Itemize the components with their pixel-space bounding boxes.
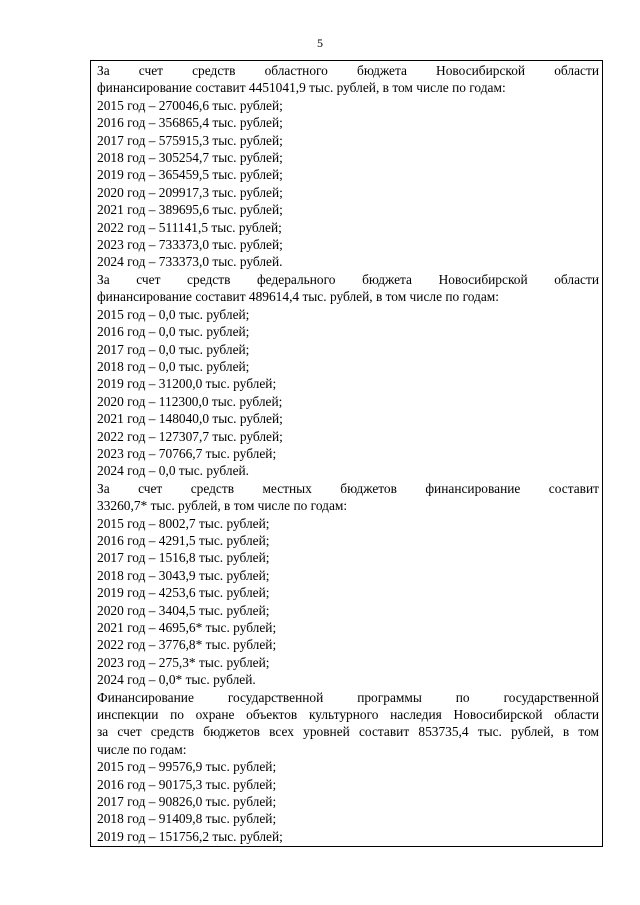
year-line: 2017 год – 0,0 тыс. рублей;	[97, 341, 250, 357]
year-line: 2020 год – 209917,3 тыс. рублей;	[97, 184, 283, 200]
year-line: 2015 год – 8002,7 тыс. рублей;	[97, 515, 270, 531]
regional-budget-years	[97, 97, 599, 271]
year-line: 2019 год – 4253,6 тыс. рублей;	[97, 585, 270, 601]
intro-first-line: За счет средств федерального бюджета Новосибирской области	[97, 271, 599, 287]
year-line: 2018 год – 91409,8 тыс. рублей;	[97, 811, 277, 827]
year-line: 2018 год – 0,0 тыс. рублей;	[97, 358, 250, 374]
intro-first-line: За счет средств областного бюджета Новосибирской области	[97, 63, 599, 78]
year-line: 2020 год – 112300,0 тыс. рублей;	[97, 393, 283, 409]
year-line: 2023 год – 70766,7 тыс. рублей;	[97, 445, 277, 461]
year-line: 2024 год – 0,0* тыс. рублей.	[97, 672, 256, 688]
total-financing-intro	[97, 689, 599, 759]
intro-rest-line: финансирование составит 4451041,9 тыс. рублей, в том числе по годам:	[97, 80, 506, 96]
year-line: 2023 год – 275,3* тыс. рублей;	[97, 654, 270, 670]
year-line: 2020 год – 3404,5 тыс. рублей;	[97, 602, 270, 618]
intro-line: Финансирование государственной программы по государственной	[97, 689, 599, 705]
year-line: 2022 год – 3776,8* тыс. рублей;	[97, 637, 277, 653]
year-line: 2016 год – 356865,4 тыс. рублей;	[97, 115, 283, 131]
year-line: 2015 год – 99576,9 тыс. рублей;	[97, 759, 277, 775]
year-line: 2021 год – 389695,6 тыс. рублей;	[97, 202, 283, 218]
local-budget-years	[97, 515, 599, 689]
year-line: 2017 год – 1516,8 тыс. рублей;	[97, 550, 270, 566]
year-line: 2016 год – 90175,3 тыс. рублей;	[97, 776, 277, 792]
federal-budget-intro	[97, 271, 599, 306]
year-line: 2019 год – 365459,5 тыс. рублей;	[97, 167, 283, 183]
total-financing-years	[97, 758, 599, 845]
intro-rest-line: 33260,7* тыс. рублей, в том числе по годам:	[97, 498, 348, 514]
intro-line: инспекции по охране объектов культурного наследия Новосибирской области	[97, 707, 599, 723]
year-line: 2023 год – 733373,0 тыс. рублей;	[97, 237, 283, 253]
year-line: 2022 год – 511141,5 тыс. рублей;	[97, 219, 282, 235]
year-line: 2019 год – 31200,0 тыс. рублей;	[97, 376, 277, 392]
intro-first-line: За счет средств местных бюджетов финансирование составит	[97, 480, 599, 496]
intro-rest-line: финансирование составит 489614,4 тыс. рублей, в том числе по годам:	[97, 289, 499, 305]
year-line: 2016 год – 0,0 тыс. рублей;	[97, 324, 250, 340]
year-line: 2019 год – 151756,2 тыс. рублей;	[97, 828, 283, 844]
year-line: 2016 год – 4291,5 тыс. рублей;	[97, 532, 270, 548]
intro-last-line: числе по годам:	[97, 741, 187, 757]
local-budget-intro	[97, 480, 599, 515]
intro-line: за счет средств бюджетов всех уровней составит 853735,4 тыс. рублей, в том	[97, 724, 599, 740]
year-line: 2024 год – 0,0 тыс. рублей.	[97, 463, 250, 479]
year-line: 2021 год – 4695,6* тыс. рублей;	[97, 620, 277, 635]
year-line: 2022 год – 127307,7 тыс. рублей;	[97, 428, 283, 444]
year-line: 2017 год – 575915,3 тыс. рублей;	[97, 132, 283, 148]
year-line: 2015 год – 270046,6 тыс. рублей;	[97, 97, 283, 113]
page-number: 5	[317, 36, 323, 50]
year-line: 2018 год – 305254,7 тыс. рублей;	[97, 150, 283, 166]
year-line: 2021 год – 148040,0 тыс. рублей;	[97, 411, 283, 427]
year-line: 2015 год – 0,0 тыс. рублей;	[97, 306, 250, 322]
year-line: 2024 год – 733373,0 тыс. рублей.	[97, 254, 283, 270]
year-line: 2017 год – 90826,0 тыс. рублей;	[97, 794, 277, 810]
document-body	[97, 62, 599, 845]
federal-budget-years	[97, 306, 599, 480]
year-line: 2018 год – 3043,9 тыс. рублей;	[97, 567, 270, 583]
regional-budget-intro	[97, 62, 599, 97]
